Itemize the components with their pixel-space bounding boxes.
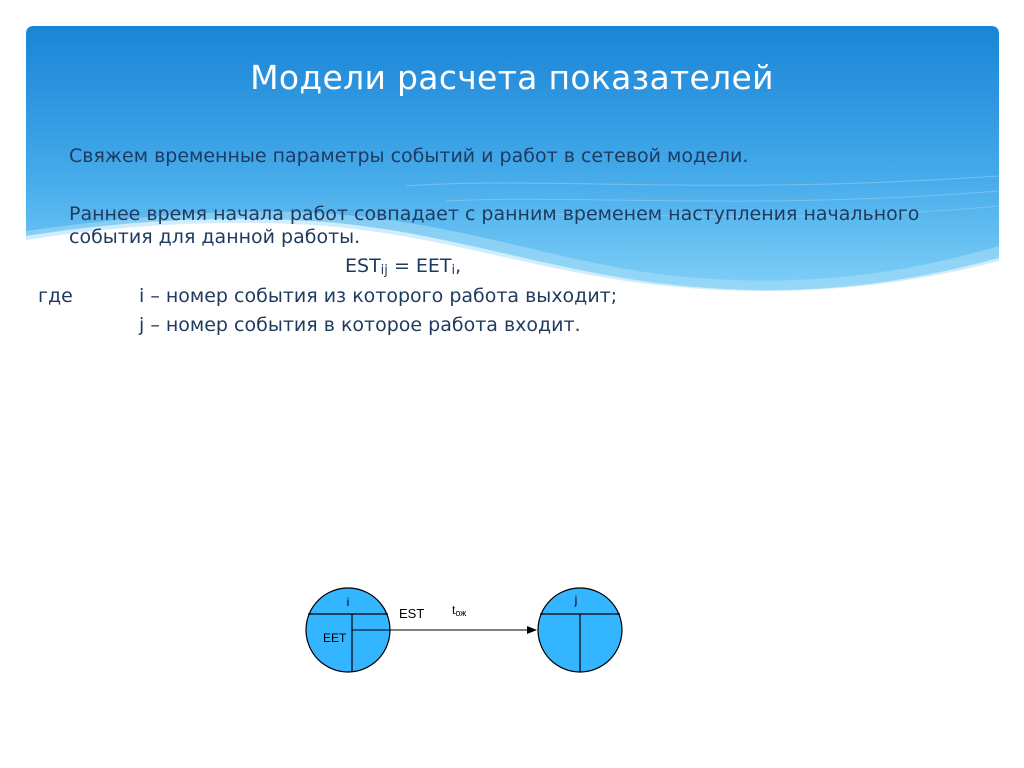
where-label: где	[38, 285, 73, 307]
formula-tail: ,	[455, 255, 462, 277]
formula-rhs: EET	[415, 255, 452, 277]
arrow-t-main: t	[452, 603, 456, 617]
intro-paragraph: Свяжем временные параметры событий и работ в сетевой модели.	[69, 145, 749, 167]
node-j-label: j	[574, 593, 578, 607]
slide-title: Модели расчета показателей	[250, 58, 774, 97]
definition-j: j – номер события в которое работа входит.	[139, 314, 581, 336]
formula	[345, 255, 461, 278]
network-diagram	[300, 580, 640, 680]
rule-paragraph-line2: события для данной работы.	[69, 226, 361, 248]
formula-rhs-subscript: i	[451, 263, 456, 278]
arrow-est-label: EST	[399, 606, 425, 621]
arrow-t-subscript: ож	[455, 608, 467, 618]
formula-equals: =	[387, 255, 416, 277]
arrow-t-label	[452, 603, 466, 618]
node-j	[538, 588, 622, 672]
rule-paragraph-line1: Раннее время начала работ совпадает с ранним временем наступления начального	[69, 203, 920, 225]
definition-i: i – номер события из которого работа выходит;	[139, 285, 618, 307]
node-i-eet-label: EET	[323, 631, 347, 645]
node-i-label: i	[346, 595, 350, 609]
formula-lhs-subscript: ij	[380, 263, 388, 278]
formula-lhs: EST	[345, 255, 381, 277]
